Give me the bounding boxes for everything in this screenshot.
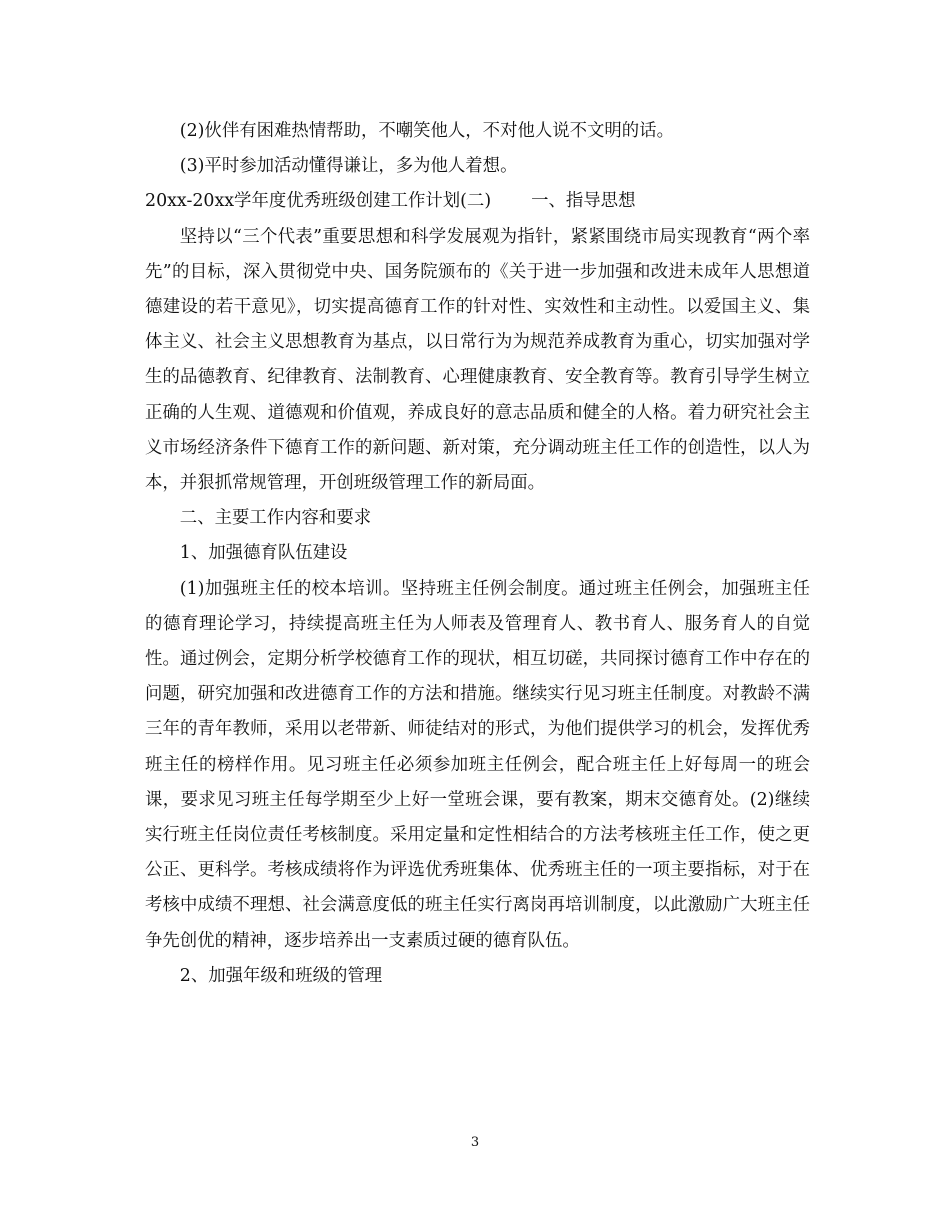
page-number: 3 xyxy=(470,1135,480,1150)
paragraph-team-building: (1)加强班主任的校本培训。坚持班主任例会制度。通过班主任例会，加强班主任的德育理论学习，持续提高班主任为人师表及管理育人、教书育人、服务育人的自觉性。通过例会，定期分析学校德育工作的现状，相互切磋，共同探讨德育工作中存在的问题，研究加强和改进德育工作的方法和措施。继续实行见习班主任制度。对教龄不满三年的青年教师，采用以老带新、师徒结对的形式，为他们提供学习的机会，发挥优秀班主任的榜样作用。见习班主任必须参加班主任例会，配合班主任上好每周一的班会课，要求见习班主任每学期至少上好一堂班会课，要有教案，期末交德育处。(2)继续实行班主任岗位责任考核制度。采用定量和定性相结合的方法考核班主任工作，使之更公正、更科学。考核成绩将作为评选优秀班集体、优秀班主任的一项主要指标，对于在考核中成绩不理想、社会满意度低的班主任实行离岗再培训制度，以此激励广大班主任争先创优的精神，逐步培养出一支素质过硬的德育队伍。 xyxy=(145,578,810,951)
paragraph-guiding-thought: 坚持以“三个代表”重要思想和科学发展观为指针，紧紧围绕市局实现教育“两个率先”的目标，深入贯彻党中央、国务院颁布的《关于进一步加强和改进未成年人思想道德建设的若干意见》，切实提高德育工作的针对性、实效性和主动性。以爱国主义、集体主义、社会主义思想教育为基点，以日常行为为规范养成教育为重心，切实加强对学生的品德教育、纪律教育、法制教育、心理健康教育、安全教育等。教育引导学生树立正确的人生观、道德观和价值观，养成良好的意志品质和健全的人格。着力研究社会主义市场经济条件下德育工作的新问题、新对策，充分调动班主任工作的创造性，以人为本，并狠抓常规管理，开创班级管理工作的新局面。 xyxy=(145,226,810,494)
list-item-2: (2)伙伴有困难热情帮助，不嘲笑他人，不对他人说不文明的话。 xyxy=(179,121,674,141)
document-title: 20xx-20xx学年度优秀班级创建工作计划(二) xyxy=(145,191,492,212)
list-item-3: (3)平时参加活动懂得谦让，多为他人着想。 xyxy=(179,156,518,177)
subheading-team-building: 1、加强德育队伍建设 xyxy=(179,543,348,564)
subheading-grade-class-management: 2、加强年级和班级的管理 xyxy=(179,965,383,986)
section-heading-main-work: 二、主要工作内容和要求 xyxy=(179,508,372,529)
document-body xyxy=(145,114,810,994)
title-line xyxy=(145,184,810,219)
section-heading-guiding-thought: 一、指导思想 xyxy=(531,191,636,212)
